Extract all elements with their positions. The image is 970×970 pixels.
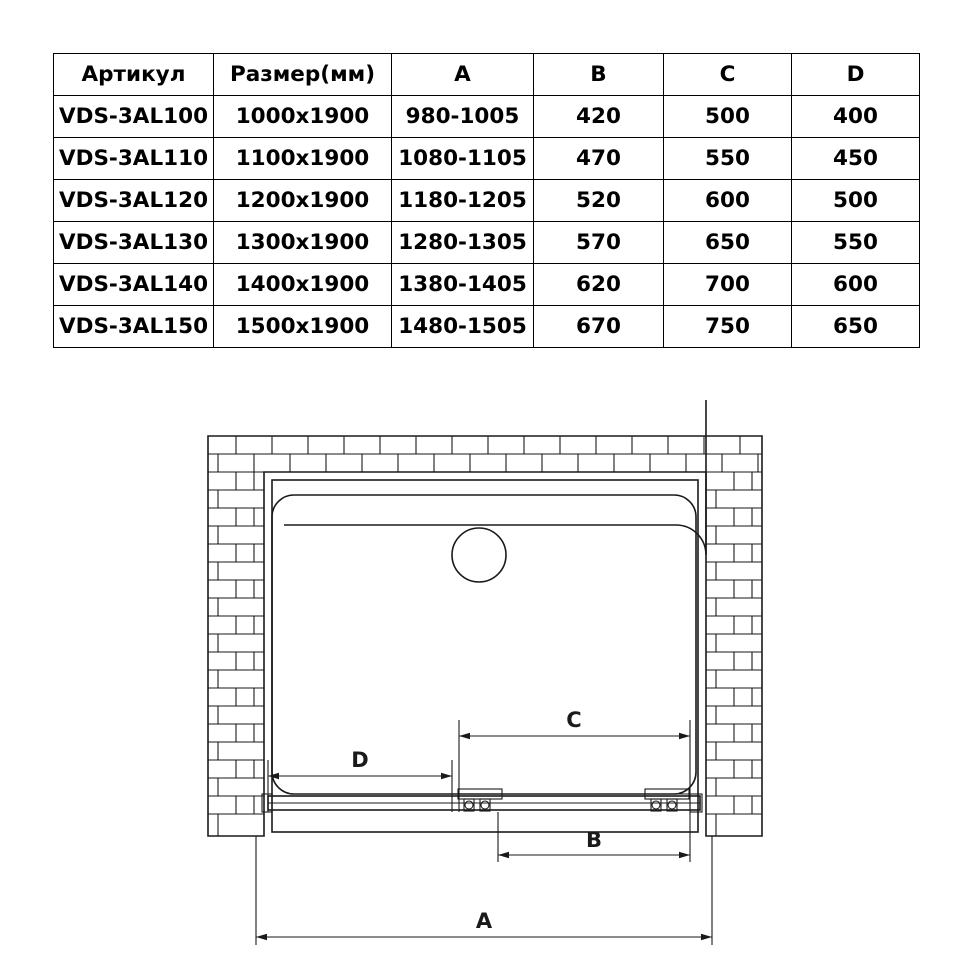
cell-c: 600: [664, 180, 792, 222]
cell-a: 1080-1105: [392, 138, 534, 180]
cell-d: 550: [792, 222, 920, 264]
cell-b: 470: [534, 138, 664, 180]
table-row: [54, 96, 920, 138]
table-row: [54, 222, 920, 264]
cell-d: 500: [792, 180, 920, 222]
dimension-d-label: D: [351, 748, 369, 772]
cell-b: 570: [534, 222, 664, 264]
cell-b: 520: [534, 180, 664, 222]
specification-table: [53, 53, 920, 348]
cell-a: 1480-1505: [392, 306, 534, 348]
dimension-a-label: A: [475, 909, 493, 933]
cell-a: 1380-1405: [392, 264, 534, 306]
cell-c: 750: [664, 306, 792, 348]
cell-b: 420: [534, 96, 664, 138]
cell-article: VDS-3AL130: [54, 222, 214, 264]
table-row: [54, 180, 920, 222]
col-header-size: Размер(мм): [214, 54, 392, 96]
cell-article: VDS-3AL120: [54, 180, 214, 222]
cell-a: 980-1005: [392, 96, 534, 138]
dimension-b-label: B: [585, 828, 603, 852]
col-header-article: Артикул: [54, 54, 214, 96]
col-header-a: A: [392, 54, 534, 96]
cell-article: VDS-3AL140: [54, 264, 214, 306]
table-row: [54, 306, 920, 348]
cell-d: 450: [792, 138, 920, 180]
cell-c: 650: [664, 222, 792, 264]
cell-b: 670: [534, 306, 664, 348]
bottom-rail-assembly: [262, 789, 702, 812]
cell-size: 1100x1900: [214, 138, 392, 180]
shower-tray-outline: [272, 400, 706, 794]
cell-article: VDS-3AL110: [54, 138, 214, 180]
dimension-a: [256, 836, 712, 945]
cell-a: 1280-1305: [392, 222, 534, 264]
col-header-d: D: [792, 54, 920, 96]
col-header-b: B: [534, 54, 664, 96]
cell-d: 400: [792, 96, 920, 138]
cell-size: 1500x1900: [214, 306, 392, 348]
dimension-d: [268, 748, 452, 812]
cell-article: VDS-3AL100: [54, 96, 214, 138]
technical-drawing: [0, 400, 970, 970]
cell-a: 1180-1205: [392, 180, 534, 222]
cell-size: 1000x1900: [214, 96, 392, 138]
cell-size: 1200x1900: [214, 180, 392, 222]
dimension-b: [498, 812, 690, 862]
table-row: [54, 264, 920, 306]
shower-head-icon: [452, 528, 506, 582]
spec-table-container: [53, 53, 919, 348]
cell-c: 700: [664, 264, 792, 306]
cell-size: 1300x1900: [214, 222, 392, 264]
glass-panel-outline: [272, 480, 698, 832]
cell-article: VDS-3AL150: [54, 306, 214, 348]
col-header-c: C: [664, 54, 792, 96]
table-row: [54, 138, 920, 180]
cell-c: 500: [664, 96, 792, 138]
table-header-row: [54, 54, 920, 96]
cell-d: 600: [792, 264, 920, 306]
dimension-c-label: C: [566, 708, 582, 732]
cell-c: 550: [664, 138, 792, 180]
cell-b: 620: [534, 264, 664, 306]
cell-d: 650: [792, 306, 920, 348]
cell-size: 1400x1900: [214, 264, 392, 306]
